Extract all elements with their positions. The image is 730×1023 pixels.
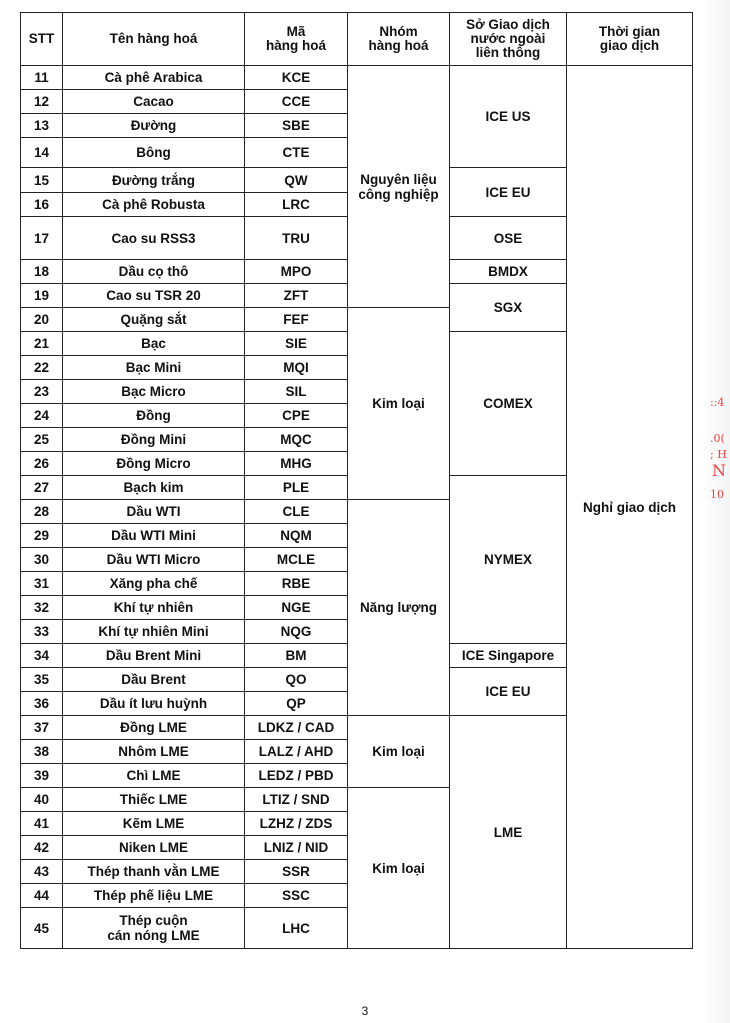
header-code: Mã hàng hoá [245, 13, 348, 66]
row-stt: 34 [21, 644, 63, 668]
row-code: MQC [245, 428, 348, 452]
exchange-ice-singapore: ICE Singapore [450, 644, 567, 668]
row-stt: 26 [21, 452, 63, 476]
row-stt: 24 [21, 404, 63, 428]
exchange-ice-us: ICE US [450, 66, 567, 168]
row-code: LRC [245, 193, 348, 217]
row-stt: 11 [21, 66, 63, 90]
row-code: BM [245, 644, 348, 668]
row-name: Khí tự nhiên [63, 596, 245, 620]
row-code: MPO [245, 260, 348, 284]
row-name: Chì LME [63, 764, 245, 788]
row-name: Thép cuộn cán nóng LME [63, 908, 245, 949]
row-name: Khí tự nhiên Mini [63, 620, 245, 644]
row-code: QP [245, 692, 348, 716]
row-stt: 35 [21, 668, 63, 692]
row-name: Đường [63, 114, 245, 138]
commodity-table [20, 12, 693, 949]
row-name: Dầu Brent Mini [63, 644, 245, 668]
header-group: Nhóm hàng hoá [348, 13, 450, 66]
stamp-line: ; H [710, 448, 727, 461]
row-code: TRU [245, 217, 348, 260]
row-code: MCLE [245, 548, 348, 572]
row-name: Đồng LME [63, 716, 245, 740]
group-metals-lme: Kim loại [348, 716, 450, 788]
row-code: NQM [245, 524, 348, 548]
row-name: Xăng pha chế [63, 572, 245, 596]
row-stt: 28 [21, 500, 63, 524]
row-name: Kẽm LME [63, 812, 245, 836]
row-name: Bạc Micro [63, 380, 245, 404]
row-name: Đồng Mini [63, 428, 245, 452]
row-stt: 32 [21, 596, 63, 620]
row-name: Nhôm LME [63, 740, 245, 764]
row-stt: 31 [21, 572, 63, 596]
row-code: MQI [245, 356, 348, 380]
row-code: LALZ / AHD [245, 740, 348, 764]
row-stt: 43 [21, 860, 63, 884]
row-code: CTE [245, 138, 348, 168]
row-code: LZHZ / ZDS [245, 812, 348, 836]
row-name: Dầu WTI Micro [63, 548, 245, 572]
trading-time: Nghỉ giao dịch [567, 66, 693, 949]
exchange-bmdx: BMDX [450, 260, 567, 284]
row-code: SIL [245, 380, 348, 404]
row-code: PLE [245, 476, 348, 500]
row-code: CPE [245, 404, 348, 428]
row-name: Quặng sắt [63, 308, 245, 332]
row-stt: 40 [21, 788, 63, 812]
row-stt: 25 [21, 428, 63, 452]
row-name: Dầu Brent [63, 668, 245, 692]
row-code: CLE [245, 500, 348, 524]
row-stt: 20 [21, 308, 63, 332]
row-stt: 42 [21, 836, 63, 860]
row-stt: 13 [21, 114, 63, 138]
row-stt: 15 [21, 168, 63, 193]
row-name: Dầu WTI [63, 500, 245, 524]
exchange-comex: COMEX [450, 332, 567, 476]
stamp-line: ::4 [710, 396, 725, 409]
row-name: Thép phế liệu LME [63, 884, 245, 908]
row-name: Cà phê Robusta [63, 193, 245, 217]
red-stamp-fragment [706, 395, 730, 565]
row-code: ZFT [245, 284, 348, 308]
row-stt: 37 [21, 716, 63, 740]
row-name: Đồng [63, 404, 245, 428]
row-stt: 17 [21, 217, 63, 260]
header-stt: STT [21, 13, 63, 66]
row-code: LDKZ / CAD [245, 716, 348, 740]
row-name: Dầu ít lưu huỳnh [63, 692, 245, 716]
row-name: Bạc Mini [63, 356, 245, 380]
row-name: Bông [63, 138, 245, 168]
header-exchange: Sở Giao dịch nước ngoài liên thông [450, 13, 567, 66]
exchange-lme: LME [450, 716, 567, 949]
row-code: SBE [245, 114, 348, 138]
row-stt: 45 [21, 908, 63, 949]
row-name: Dầu WTI Mini [63, 524, 245, 548]
row-code: LEDZ / PBD [245, 764, 348, 788]
row-code: MHG [245, 452, 348, 476]
row-code: LHC [245, 908, 348, 949]
stamp-line: 10 [710, 488, 724, 501]
row-code: NGE [245, 596, 348, 620]
row-code: RBE [245, 572, 348, 596]
stamp-line: .0( [710, 432, 725, 445]
row-name: Cà phê Arabica [63, 66, 245, 90]
row-stt: 27 [21, 476, 63, 500]
row-name: Bạc [63, 332, 245, 356]
row-name: Cacao [63, 90, 245, 114]
row-stt: 23 [21, 380, 63, 404]
row-stt: 21 [21, 332, 63, 356]
row-name: Niken LME [63, 836, 245, 860]
row-name: Đường trắng [63, 168, 245, 193]
row-stt: 19 [21, 284, 63, 308]
row-stt: 14 [21, 138, 63, 168]
row-name: Đồng Micro [63, 452, 245, 476]
row-stt: 44 [21, 884, 63, 908]
header-time: Thời gian giao dịch [567, 13, 693, 66]
row-stt: 41 [21, 812, 63, 836]
group-raw-materials: Nguyên liệu công nghiệp [348, 66, 450, 308]
row-code: FEF [245, 308, 348, 332]
table-row [21, 66, 693, 90]
row-stt: 30 [21, 548, 63, 572]
row-code: SSC [245, 884, 348, 908]
stamp-line: N [712, 461, 726, 480]
header-name: Tên hàng hoá [63, 13, 245, 66]
row-stt: 16 [21, 193, 63, 217]
row-name: Thép thanh vằn LME [63, 860, 245, 884]
row-code: LNIZ / NID [245, 836, 348, 860]
row-stt: 29 [21, 524, 63, 548]
header-row [21, 13, 693, 66]
row-name: Bạch kim [63, 476, 245, 500]
row-code: CCE [245, 90, 348, 114]
row-stt: 18 [21, 260, 63, 284]
row-stt: 39 [21, 764, 63, 788]
row-name: Dầu cọ thô [63, 260, 245, 284]
group-metals-lme-2: Kim loại [348, 788, 450, 949]
row-stt: 12 [21, 90, 63, 114]
row-name: Thiếc LME [63, 788, 245, 812]
exchange-ice-eu-2: ICE EU [450, 668, 567, 716]
group-metals: Kim loại [348, 308, 450, 500]
exchange-ice-eu: ICE EU [450, 168, 567, 217]
row-stt: 38 [21, 740, 63, 764]
row-code: QO [245, 668, 348, 692]
page-number: 3 [361, 1004, 369, 1018]
row-stt: 22 [21, 356, 63, 380]
row-name: Cao su TSR 20 [63, 284, 245, 308]
group-energy: Năng lượng [348, 500, 450, 716]
row-code: SIE [245, 332, 348, 356]
exchange-nymex: NYMEX [450, 476, 567, 644]
row-code: SSR [245, 860, 348, 884]
row-code: KCE [245, 66, 348, 90]
row-code: LTIZ / SND [245, 788, 348, 812]
row-stt: 36 [21, 692, 63, 716]
exchange-ose: OSE [450, 217, 567, 260]
row-stt: 33 [21, 620, 63, 644]
exchange-sgx: SGX [450, 284, 567, 332]
row-code: QW [245, 168, 348, 193]
row-code: NQG [245, 620, 348, 644]
row-name: Cao su RSS3 [63, 217, 245, 260]
